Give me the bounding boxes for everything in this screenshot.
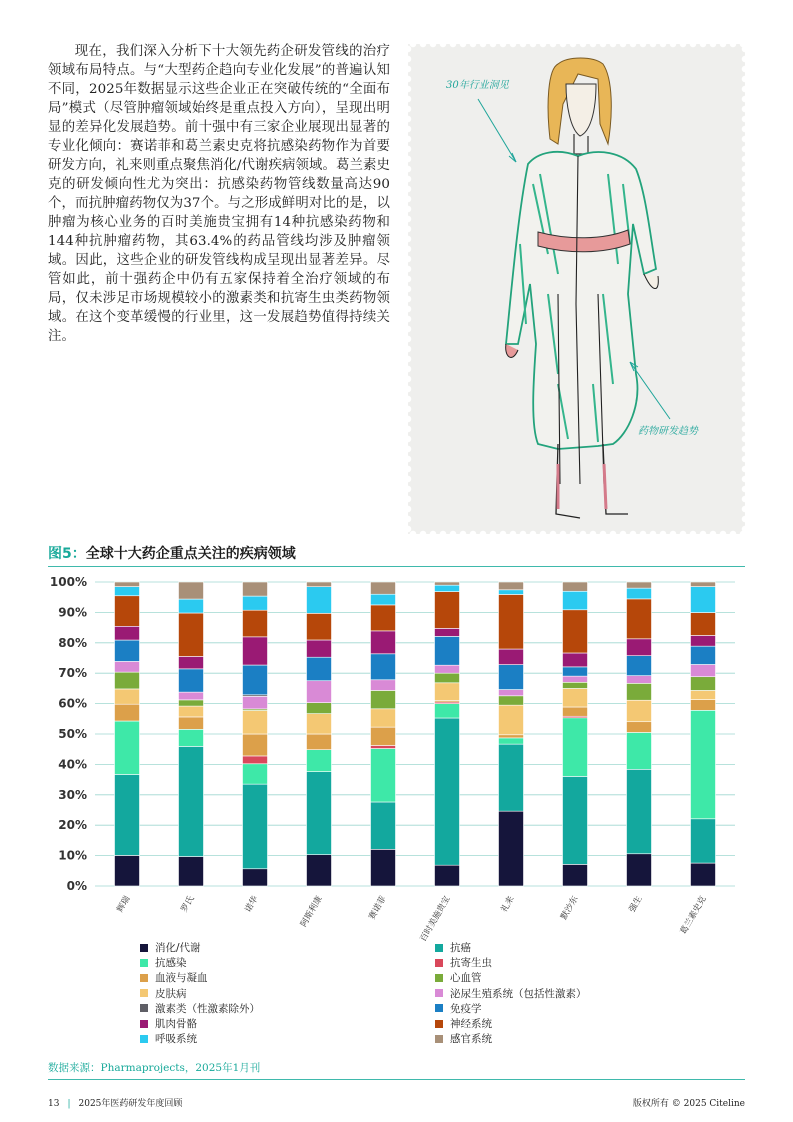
sketch-drawing [408, 44, 745, 534]
bar-segment [115, 626, 140, 640]
bar-segment [179, 599, 204, 613]
perforated-edge-right [740, 44, 750, 534]
bar-segment [563, 653, 588, 667]
perforated-edge-top [408, 39, 745, 49]
bar-segment [307, 613, 332, 640]
bar-segment [307, 714, 332, 734]
bar-segment [115, 582, 140, 587]
bar-segment [179, 706, 204, 717]
perforated-edge-left [403, 44, 413, 534]
bar-segment [371, 605, 396, 631]
bar-segment [627, 582, 652, 588]
bar-segment [627, 588, 652, 599]
legend-swatch [435, 989, 443, 997]
stacked-bar-chart [0, 570, 793, 945]
figure-title [48, 543, 296, 563]
bar-segment [371, 680, 396, 691]
bar-segment [115, 587, 140, 596]
bar-segment [499, 705, 524, 735]
legend-item [435, 970, 482, 985]
bar-segment [243, 665, 268, 695]
bar-segment [435, 628, 460, 636]
bar-segment [307, 681, 332, 703]
bar-segment [691, 582, 716, 587]
legend-swatch [435, 1004, 443, 1012]
bar-segment [563, 667, 588, 676]
legend-item [435, 1016, 492, 1031]
annotation-drug-trends: 药物研发趋势 [638, 426, 698, 437]
bar-segment [243, 637, 268, 665]
bar-segment [627, 722, 652, 733]
bar-segment [563, 718, 588, 777]
y-tick-label: 70% [58, 666, 87, 681]
bar-segment [627, 639, 652, 656]
x-tick-label: 阿斯利康 [298, 894, 325, 929]
bar-segment [499, 582, 524, 590]
bar-segment [499, 744, 524, 811]
legend-label: 呼吸系统 [155, 1033, 197, 1046]
x-tick-label: 罗氏 [179, 894, 197, 915]
legend-item [140, 1031, 197, 1046]
bar-segment [563, 707, 588, 716]
bar-segment [691, 646, 716, 664]
legend-swatch [140, 1004, 148, 1012]
bar-segment [563, 864, 588, 886]
y-tick-label: 90% [58, 605, 87, 620]
bar-segment [307, 750, 332, 772]
legend-swatch [435, 944, 443, 952]
bar-segment [115, 640, 140, 661]
bar-segment [115, 774, 140, 855]
legend-label: 泌尿生殖系统（包括性激素） [450, 987, 587, 1000]
bar-segment [307, 640, 332, 657]
y-tick-label: 60% [58, 696, 87, 711]
bar-segment [499, 594, 524, 649]
bar-segment [499, 696, 524, 705]
x-tick-label: 赛诺菲 [367, 894, 389, 922]
bar-segment [179, 700, 204, 706]
bar-segment [243, 596, 268, 610]
bar-segment [243, 710, 268, 734]
bar-segment [371, 690, 396, 708]
bar-segment [627, 732, 652, 769]
bar-segment [115, 721, 140, 774]
y-tick-label: 20% [58, 818, 87, 833]
bar-segment [179, 613, 204, 656]
bar-segment [691, 613, 716, 636]
bar-segment [371, 582, 396, 594]
legend-label: 抗癌 [450, 942, 471, 954]
bar-segment [435, 865, 460, 886]
bar-segment [307, 657, 332, 681]
bar-segment [115, 672, 140, 689]
bar-segment [435, 636, 460, 665]
legend-swatch [140, 1035, 148, 1043]
bar-segment [627, 854, 652, 886]
x-tick-label: 百时美施贵宝 [418, 894, 453, 944]
bar-segment [371, 802, 396, 849]
figure-label: 图5： [48, 546, 86, 562]
y-tick-label: 0% [66, 879, 87, 893]
bar-segment [691, 700, 716, 711]
x-tick-label: 礼来 [499, 894, 517, 915]
legend-label: 肌肉骨骼 [155, 1018, 197, 1030]
y-tick-label: 40% [58, 757, 87, 772]
bar-segment [691, 710, 716, 818]
legend-label: 血液与凝血 [155, 972, 208, 985]
bar-segment [179, 857, 204, 886]
legend-item [435, 986, 587, 1001]
y-tick-label: 10% [58, 848, 87, 863]
bar-segment [179, 692, 204, 700]
bar-segment [435, 585, 460, 591]
bar-segment [499, 735, 524, 738]
bar-segment [691, 863, 716, 886]
legend-swatch [140, 944, 148, 952]
bar-segment [435, 683, 460, 701]
bar-segment [627, 683, 652, 700]
bar-segment [371, 654, 396, 680]
legend-item [140, 1016, 197, 1031]
bar-segment [563, 776, 588, 864]
legend-swatch [435, 974, 443, 982]
bar-segment [307, 587, 332, 614]
bar-segment [371, 727, 396, 745]
bar-segment [499, 590, 524, 595]
bar-segment [179, 746, 204, 856]
body-paragraph: 现在，我们深入分析下十大领先药企研发管线的治疗领域布局特点。与“大型药企趋向专业化发展”的普遍认知不同，2025年数据显示这些企业正在突破传统的“全面布局”模式（尽管肿瘤领域始终是重点投入方向），呈现出明显的差异化发展趋势。前十强中有三家企业展现出显著的专业化倾向：赛诺菲和葛兰素史克将抗感染药物作为首要研发方向，礼来则重点聚焦消化/代谢疾病领域。葛兰素史克的研发倾向性尤为突出：抗感染药物管线数量高达90个，而抗肿瘤药物仅为37个。与之形成鲜明对比的是，以肿瘤为核心业务的百时美施贵宝拥有14种抗感染药物和144种抗肿瘤药物，其63.4%的药品管线均涉及肿瘤领域。因此，这些企业的研发管线构成呈现出显著差异。尽管如此，前十强药企中仍有五家保持着全治疗领域的布局，仅未涉足市场规模较小的激素类和抗寄生虫类药物领域。在这个变革缓慢的行业里，这一发展趋势值得持续关注。 [48, 44, 390, 344]
legend-item [435, 940, 471, 955]
bar-segment [243, 756, 268, 764]
bar-segment [627, 599, 652, 639]
bar-segment [691, 819, 716, 863]
bar-segment [499, 649, 524, 665]
legend-item [435, 1001, 482, 1016]
legend-label: 消化/代谢 [155, 942, 201, 954]
bar-segment [179, 669, 204, 692]
bar-segment [691, 677, 716, 691]
legend-item [435, 955, 492, 970]
bar-segment [627, 700, 652, 721]
bar-segment [243, 869, 268, 886]
y-tick-label: 100% [49, 575, 87, 589]
x-tick-label: 默沙东 [559, 894, 581, 922]
bar-segment [243, 764, 268, 784]
legend-swatch [140, 1020, 148, 1028]
bar-segment [563, 676, 588, 682]
legend-item [140, 955, 187, 970]
y-tick-label: 80% [58, 635, 87, 650]
publication-title: 2025年医药研发年度回顾 [78, 1099, 183, 1109]
bar-segment [243, 610, 268, 637]
bar-segment [499, 665, 524, 690]
bar-segment [691, 635, 716, 646]
bar-segment [627, 676, 652, 684]
bar-segment [563, 591, 588, 610]
legend-item [140, 1001, 260, 1016]
footer-left: 13 | 2025年医药研发年度回顾 [48, 1099, 183, 1109]
x-tick-label: 辉瑞 [115, 894, 133, 915]
legend-label: 感官系统 [450, 1033, 492, 1046]
legend-label: 激素类（性激素除外） [155, 1002, 260, 1015]
y-tick-label: 50% [58, 727, 87, 741]
bar-segment [371, 594, 396, 605]
legend-label: 抗感染 [155, 957, 187, 970]
bar-segment [499, 811, 524, 886]
legend-swatch [435, 1035, 443, 1043]
legend-swatch [140, 959, 148, 967]
figure-top-rule [48, 566, 745, 567]
bar-segment [563, 688, 588, 707]
bar-segment [371, 849, 396, 886]
bar-segment [691, 664, 716, 676]
bar-segment [307, 703, 332, 714]
legend-item [140, 940, 201, 955]
bar-segment [179, 717, 204, 729]
legend-label: 神经系统 [450, 1018, 492, 1030]
legend-swatch [140, 974, 148, 982]
bar-segment [435, 673, 460, 683]
bar-segment [691, 690, 716, 699]
bar-segment [179, 729, 204, 746]
copyright: 版权所有 © 2025 Citeline [632, 1099, 745, 1109]
bar-segment [115, 596, 140, 627]
bar-segment [371, 749, 396, 802]
perforated-edge-bottom [408, 529, 745, 539]
fashion-sketch-illustration [408, 44, 745, 534]
bar-segment [691, 587, 716, 613]
bar-segment [499, 690, 524, 696]
legend-item [140, 970, 208, 985]
bar-segment [435, 592, 460, 629]
bar-segment [115, 689, 140, 704]
x-tick-label: 强生 [627, 894, 645, 915]
bar-segment [307, 734, 332, 750]
bar-segment [179, 582, 204, 599]
legend-label: 皮肤病 [155, 987, 187, 1000]
legend-label: 心血管 [450, 972, 482, 985]
x-tick-label: 葛兰素史克 [678, 894, 709, 937]
bar-segment [115, 661, 140, 672]
bar-segment [307, 772, 332, 855]
bar-segment [243, 582, 268, 596]
bar-segment [435, 665, 460, 673]
legend-swatch [435, 1020, 443, 1028]
legend-swatch [435, 959, 443, 967]
bar-segment [371, 709, 396, 727]
footer-rule [48, 1079, 745, 1080]
bar-segment [115, 855, 140, 886]
legend-item [140, 986, 187, 1001]
bar-segment [307, 582, 332, 587]
bar-segment [563, 682, 588, 688]
data-source: 数据来源：Pharmaprojects，2025年1月刊 [48, 1062, 261, 1074]
bar-segment [307, 855, 332, 886]
bar-segment [563, 610, 588, 653]
bar-segment [371, 631, 396, 654]
bar-segment [243, 734, 268, 756]
bar-segment [115, 704, 140, 721]
bar-segment [435, 582, 460, 585]
bar-segment [499, 738, 524, 744]
page-number: 13 [48, 1099, 60, 1109]
legend-label: 免疫学 [450, 1002, 482, 1015]
legend-label: 抗寄生虫 [450, 957, 492, 970]
bar-segment [627, 656, 652, 676]
legend-swatch [140, 989, 148, 997]
annotation-industry-insight: 30年行业洞见 [446, 80, 509, 91]
bar-segment [627, 769, 652, 853]
y-tick-label: 30% [58, 787, 87, 802]
x-tick-label: 诺华 [243, 894, 261, 915]
figure-title-text: 全球十大药企重点关注的疾病领域 [85, 546, 296, 562]
bar-segment [435, 704, 460, 718]
bar-segment [563, 582, 588, 591]
bar-segment [435, 718, 460, 865]
bar-segment [371, 745, 396, 748]
bar-segment [243, 696, 268, 709]
bar-segment [179, 656, 204, 668]
bar-segment [243, 784, 268, 869]
legend-item [435, 1031, 492, 1046]
